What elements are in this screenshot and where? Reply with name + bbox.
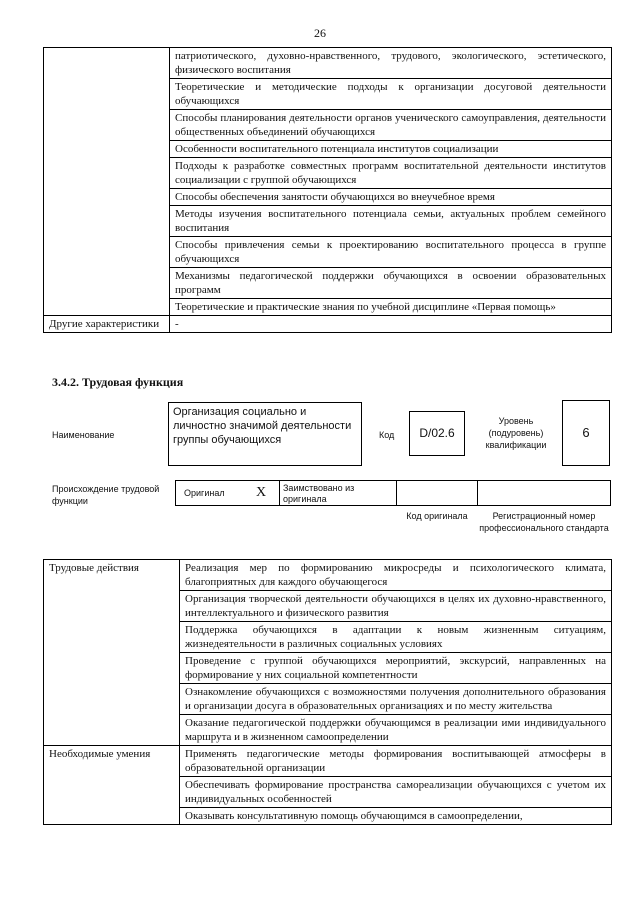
- row-item: Способы привлечения семьи к проектированию воспитательного процесса в группе обучающихся: [170, 237, 612, 268]
- row-item: Организация творческой деятельности обучающихся в целях их духовно-нравственного, интеллектуального и физического развития: [180, 591, 612, 622]
- row-item: Подходы к разработке совместных программ воспитательной деятельности институтов социализации с группой обучающихся: [170, 158, 612, 189]
- row-item: Методы изучения воспитательного потенциала семьи, актуальных проблем семейного воспитания: [170, 206, 612, 237]
- row-item: Оказание педагогической поддержки обучающимся в реализации ими индивидуального маршрута и в жизненном самоопределении: [180, 715, 612, 746]
- borrowed-label: Заимствовано из оригинала: [283, 483, 355, 504]
- table-row: [44, 746, 612, 777]
- row-item: Способы обеспечения занятости обучающихся во внеучебное время: [170, 189, 612, 206]
- labor-function-table: [43, 559, 612, 825]
- row-item: Теоретические и практические знания по учебной дисциплине «Первая помощь»: [170, 299, 612, 316]
- row-item: Реализация мер по формированию микросреды и психологического климата, благоприятных для каждого обучающегося: [180, 560, 612, 591]
- table-row: [44, 48, 612, 79]
- row-item: Механизмы педагогической поддержки обучающихся в освоении образовательных программ: [170, 268, 612, 299]
- row-item: Проведение с группой обучающихся мероприятий, экскурсий, направленных на формирование у них социальной компетентности: [180, 653, 612, 684]
- code-box: [409, 411, 465, 456]
- row-label: Трудовые действия: [44, 560, 180, 746]
- original-cell: [175, 480, 280, 506]
- row-item: -: [170, 316, 612, 333]
- original-mark: X: [256, 485, 267, 500]
- row-item: Оказывать консультативную помощь обучающимся в самоопределении,: [180, 808, 612, 825]
- row-item: Ознакомление обучающихся с возможностями получения дополнительного образования и организации досуга в образовательных организациях и по месту жительства: [180, 684, 612, 715]
- section-heading: 3.4.2. Трудовая функция: [52, 375, 184, 389]
- origin-label: Происхождение трудовой функции: [52, 484, 160, 506]
- row-item: Обеспечивать формирование пространства самореализации обучающихся с учетом их индивидуальных особенностей: [180, 777, 612, 808]
- original-label: Оригинал: [184, 488, 225, 498]
- function-name: Организация социально и личностно значимой деятельности группы обучающихся: [173, 406, 352, 446]
- row-item: Поддержка обучающихся в адаптации к новым жизненным ситуациям, жизнедеятельности в различных социальных условиях: [180, 622, 612, 653]
- row-item: патриотического, духовно-нравственного, трудового, экологического, эстетического, физического воспитания: [170, 48, 612, 79]
- level-label: Уровень (подуровень) квалификации: [485, 416, 547, 450]
- name-label: Наименование: [52, 430, 115, 440]
- code-value: D/02.6: [419, 426, 455, 440]
- reg-number-cell: [477, 480, 611, 506]
- level-value: 6: [582, 425, 590, 440]
- table-row: [44, 316, 612, 333]
- function-name-box: [168, 402, 362, 466]
- row-label: Необходимые умения: [44, 746, 180, 825]
- row-item: Применять педагогические методы формирования воспитывающей атмосферы в образовательной организации: [180, 746, 612, 777]
- row-item: Особенности воспитательного потенциала институтов социализации: [170, 141, 612, 158]
- reg-number-label: Регистрационный номер профессионального стандарта: [479, 511, 609, 533]
- borrowed-cell: [279, 480, 397, 506]
- original-code-cell: [396, 480, 478, 506]
- level-box: [562, 400, 610, 466]
- knowledge-table: [43, 47, 612, 333]
- original-code-label: Код оригинала: [406, 511, 468, 521]
- page-number: 26: [314, 26, 326, 40]
- row-label: Другие характеристики: [44, 316, 170, 333]
- row-item: Способы планирования деятельности органов ученического самоуправления, деятельности общественных объединений обучающихся: [170, 110, 612, 141]
- row-label: [44, 48, 170, 316]
- row-item: Теоретические и методические подходы к организации досуговой деятельности обучающихся: [170, 79, 612, 110]
- code-label: Код: [379, 430, 395, 440]
- table-row: [44, 560, 612, 591]
